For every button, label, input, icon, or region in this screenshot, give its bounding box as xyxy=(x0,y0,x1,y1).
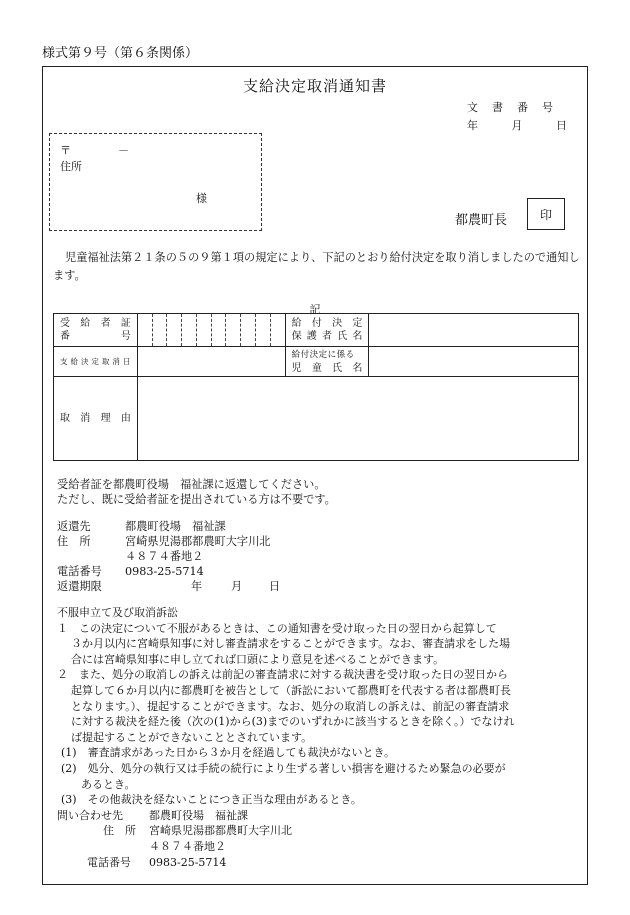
recipient-address-box xyxy=(49,133,262,231)
cancel-date-field[interactable] xyxy=(137,347,285,377)
postal-dash: － xyxy=(118,144,129,157)
return-info xyxy=(57,519,280,594)
contact-addr-row2: ４８７４番地２ xyxy=(149,839,226,853)
honorific: 様 xyxy=(196,192,207,205)
details-table xyxy=(53,313,579,461)
contact-row: 問い合わせ先 都農町役場 福祉課 xyxy=(57,808,248,822)
return-deadline-row: 返還期限 年 月 日 xyxy=(57,580,281,593)
table-row xyxy=(54,377,579,461)
notice-frame xyxy=(42,66,588,885)
return-notice: 受給者証を都農町役場 福祉課に返還してください。 ただし、既に受給者証を提出されている方は不要です。 xyxy=(57,478,336,506)
document-number-label: 文書番号 xyxy=(467,101,567,114)
return-dest-row: 返還先 都農町役場 福祉課 xyxy=(57,520,226,533)
recipient-cert-number-field[interactable] xyxy=(137,314,285,347)
ki-heading: 記 xyxy=(309,303,321,316)
child-label: 給付決定に係る 児童氏名 xyxy=(285,347,369,377)
return-tel-row: 電話番号 0983-25-5714 xyxy=(57,565,204,578)
cancel-date-label: 支給決定取消日 xyxy=(54,347,138,377)
child-name-field[interactable] xyxy=(369,347,579,377)
body-text: 児童福祉法第２１条の５の９第１項の規定により、下記のとおり給付決定を取り消しましたので通知します。 xyxy=(53,251,580,282)
return-addr-row2: ４８７４番地２ xyxy=(125,550,204,563)
address-label: 住所 xyxy=(60,160,82,173)
table-row xyxy=(54,347,579,377)
reason-label: 取消理由 xyxy=(54,377,138,461)
table-row xyxy=(54,314,579,347)
contact-tel-row: 電話番号 0983-25-5714 xyxy=(87,855,227,869)
date-year: 年 xyxy=(467,119,478,132)
seal-box xyxy=(527,198,565,230)
issuer-name: 都農町長 xyxy=(455,213,508,228)
appeal-section: 不服申立て及び取消訴訟 １ この決定について不服があるときは、この通知書を受け取った日の翌日から起算して ３か月以内に宮崎県知事に対し審査請求をすることができます。なお、審査請求をした場 合には宮崎県知事に申し立てれば口頭により意見を述べることができます。 ２ また、処分の取消しの訴えは前記の審査請求に対する裁決書を受け取った日の翌日から 起算して６か月以内に都農町を被告として（訴訟において都農町を代表する者は都農町長 となります。）、提起することができます。なお、処分の取消しの訴えは、前記の審査請求 に対する裁決を経た後（次の(1)から(3)までのいずれかに該当するときを除く。）でなけれ ば提起することができないこととされています。 (1) 審査請求があった日から３か月を経過しても裁決がないとき。 (2) 処分、処分の執行又は手続の続行により生ずる著しい損害を避けるため緊急の必要が あるとき。 (3) その他裁決を経ないことにつき正当な理由があるとき。 問い合わせ先 都農町役場 福祉課 住 所 宮崎県児湯郡都農町大字川北 ４８７４番地２ 電話番号 0983-25-5714 xyxy=(57,605,587,870)
form-number: 様式第９号（第６条関係） xyxy=(42,46,199,61)
guardian-name-field[interactable] xyxy=(369,314,579,347)
date-day: 日 xyxy=(556,119,567,132)
date-month: 月 xyxy=(511,119,523,132)
recipient-cert-label: 受給者証 番号 xyxy=(54,314,138,347)
contact-addr-row: 住 所 宮崎県児湯郡都農町大字川北 xyxy=(103,824,292,838)
reason-field[interactable] xyxy=(137,377,578,461)
guardian-label: 給付決定 保護者氏名 xyxy=(285,314,369,347)
return-addr-row: 住 所 宮崎県児湯郡都農町大字川北 xyxy=(57,535,271,548)
digit-cells xyxy=(138,314,285,346)
document-date xyxy=(437,117,567,133)
seal-text: 印 xyxy=(539,208,552,222)
document-title: 支給決定取消通知書 xyxy=(242,77,387,95)
postal-mark: 〒 xyxy=(60,144,71,157)
